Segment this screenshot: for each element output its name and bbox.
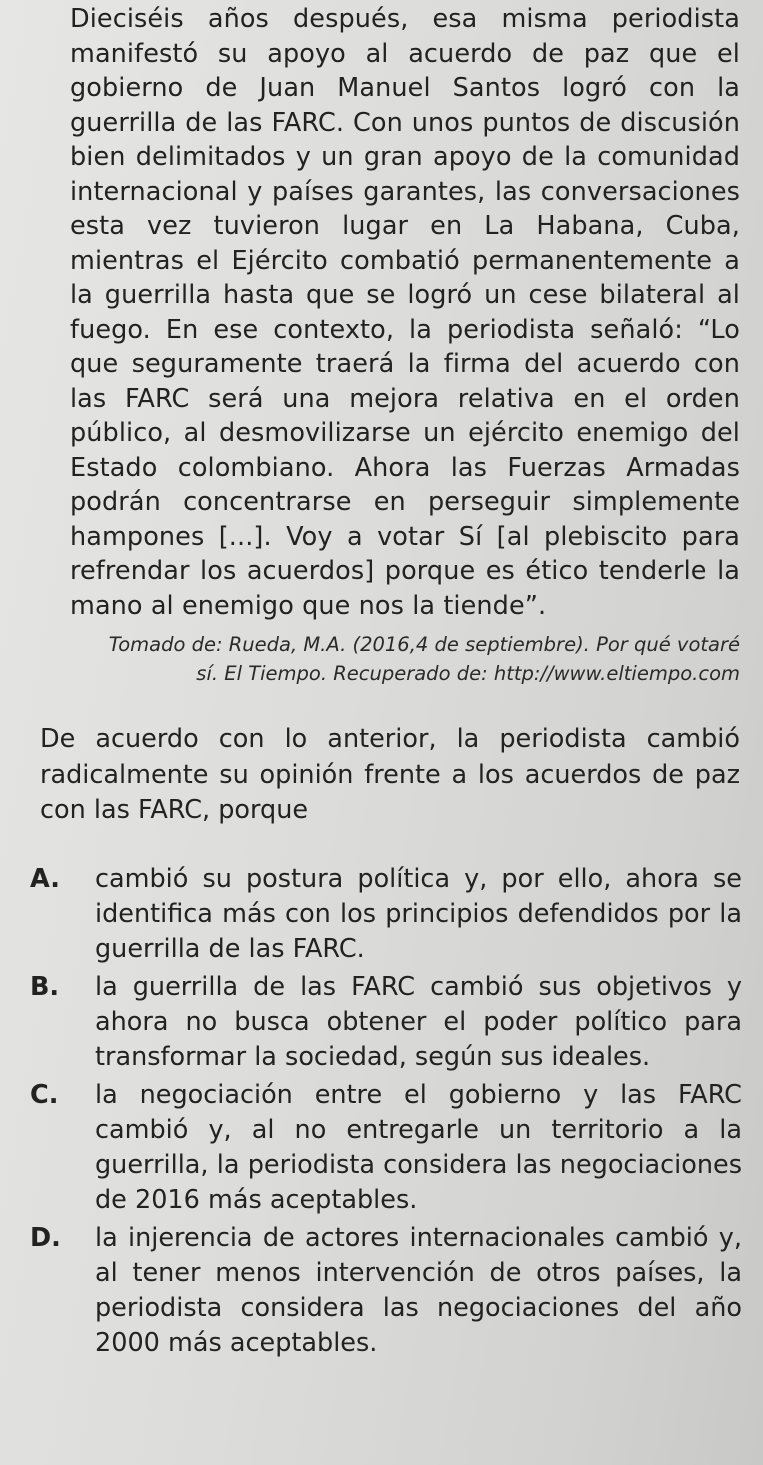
source-citation: Tomado de: Rueda, M.A. (2016,4 de septiembre). Por qué votaré sí. El Tiempo. Recuperado de: http://www.eltiempo.com: [108, 633, 740, 685]
question-stem: De acuerdo con lo anterior, la periodista cambió radicalmente su opinión frente a los acuerdos de paz con las FARC, porque: [40, 724, 740, 825]
answer-option-d[interactable]: [30, 1221, 742, 1361]
option-letter: D.: [30, 1223, 61, 1253]
option-letter: B.: [30, 972, 60, 1002]
answer-option-c[interactable]: [30, 1078, 742, 1218]
answer-options: [30, 862, 742, 1364]
answer-option-a[interactable]: [30, 862, 742, 967]
option-text: la negociación entre el gobierno y las FARC cambió y, al no entregarle un territorio a la guerrilla, la periodista considera las negociaciones de 2016 más aceptables.: [95, 1080, 742, 1215]
option-text: la guerrilla de las FARC cambió sus objetivos y ahora no busca obtener el poder político para transformar la sociedad, según sus ideales.: [95, 972, 742, 1072]
option-letter: C.: [30, 1080, 59, 1110]
option-letter: A.: [30, 864, 60, 894]
option-text: cambió su postura política y, por ello, ahora se identifica más con los principios defendidos por la guerrilla de las FARC.: [95, 864, 742, 964]
passage-text: Dieciséis años después, esa misma periodista manifestó su apoyo al acuerdo de paz que el gobierno de Juan Manuel Santos logró con la guerrilla de las FARC. Con unos puntos de discusión bien delimitados y un gran apoyo de la comunidad internacional y países garantes, las conversaciones esta vez tuvieron lugar en La Habana, Cuba, mientras el Ejército combatió permanentemente a la guerrilla hasta que se logró un cese bilateral al fuego. En ese contexto, la periodista señaló: “Lo que seguramente traerá la firma del acuerdo con las FARC será una mejora relativa en el orden público, al desmovilizarse un ejército enemigo del Estado colombiano. Ahora las Fuerzas Armadas podrán concentrarse en perseguir simplemente hampones [...]. Voy a votar Sí [al plebiscito para refrendar los acuerdos] porque es ético tenderle la mano al enemigo que nos la tiende”.: [70, 4, 740, 621]
option-text: la injerencia de actores internacionales cambió y, al tener menos intervención de otros países, la periodista considera las negociaciones del año 2000 más aceptables.: [95, 1223, 742, 1358]
answer-option-b[interactable]: [30, 970, 742, 1075]
